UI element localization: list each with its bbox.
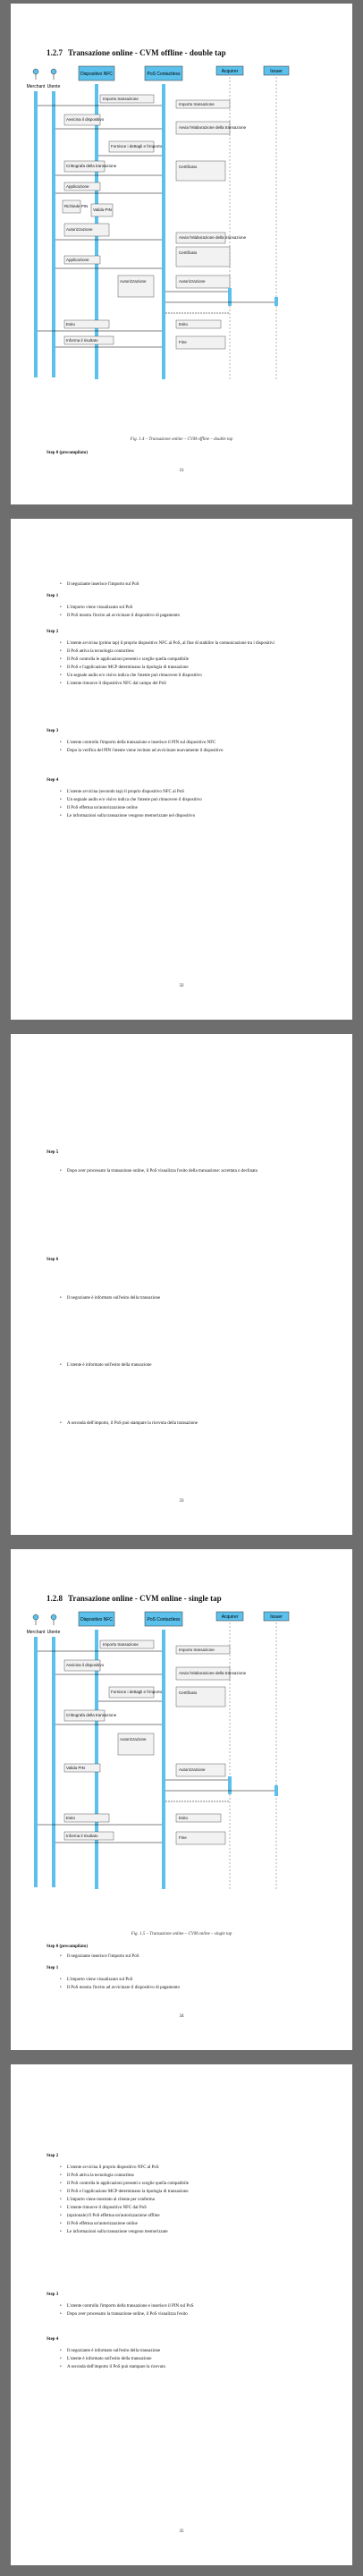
svg-text:Autorizzazione: Autorizzazione (120, 1737, 147, 1741)
figure-caption: Fig. 1.5 – Transazione online – CVM online – single tap (131, 1932, 232, 1936)
participant-label: Dispositivo NFC (80, 72, 113, 77)
list-item: • L'utente avvicina il proprio dispositivo NFC al PoS (60, 2165, 319, 2171)
list-item: • L'utente avvicina (primo tap) il proprio dispositivo NFC al PoS, al fine di stabilire la comunicazione tra i dispositivi (60, 640, 319, 647)
figure-caption: Fig. 1.4 – Transazione online – CVM offline – double tap (130, 437, 233, 442)
svg-text:Certificato: Certificato (179, 250, 198, 255)
participant-label: Issuer (270, 1614, 283, 1620)
list-item: • L'importo viene visualizzato sul PoS (60, 605, 319, 611)
svg-text:Avvicina il dispositivo: Avvicina il dispositivo (66, 1663, 105, 1667)
svg-text:Autorizzazione: Autorizzazione (66, 227, 93, 232)
bullet-list (60, 1295, 319, 1303)
bullet-list (60, 1420, 319, 1428)
svg-text:Fine: Fine (179, 340, 187, 344)
step-label: Step 3 (46, 729, 59, 733)
page-number: 35 (179, 2529, 184, 2534)
svg-text:Valida PIN: Valida PIN (66, 1766, 85, 1770)
svg-text:Avvicina il dispositivo: Avvicina il dispositivo (66, 117, 105, 122)
bullet-list (60, 640, 319, 689)
list-item: • Il PoS mostra l'invito ad avvicinare il dispositivo di pagamento (60, 613, 319, 619)
sequence-diagram-1 (11, 57, 352, 433)
list-item: • (opzionale) Il PoS effettua un'autorizzazione offline (60, 2213, 319, 2219)
svg-text:Fornisce i dettagli e l'import: Fornisce i dettagli e l'importo (111, 1690, 163, 1694)
list-item: • Il PoS effettua un'autorizzazione online (60, 805, 319, 811)
page-2 (11, 519, 352, 1020)
list-item: • L'utente è informato sull'esito della transazione (60, 2356, 319, 2362)
page-3 (11, 1034, 352, 1535)
page-4 (11, 1549, 352, 2050)
bullet-list (60, 2303, 319, 2319)
page-number: 31 (179, 469, 184, 473)
svg-text:Esito: Esito (66, 1816, 76, 1820)
list-item: • Il negoziante è informato sull'esito della transazione (60, 2348, 319, 2354)
bullet-list (60, 1362, 319, 1370)
svg-text:Applicazione: Applicazione (66, 258, 89, 262)
step-label: Step 0 (precompilato) (46, 451, 89, 455)
svg-text:Autorizzazione: Autorizzazione (179, 1767, 206, 1772)
list-item: • L'utente rimuove il dispositivo NFC dal PoS (60, 2205, 319, 2211)
list-item: • Il PoS mostra l'invito ad avvicinare il dispositivo di pagamento (60, 1985, 319, 1991)
participant-label: PoS Contactless (147, 72, 181, 77)
list-item: • Il negoziante è informato sull'esito della transazione (60, 1295, 319, 1301)
participant-label: Acquirer (221, 69, 239, 74)
page-number: 32 (179, 984, 184, 988)
svg-text:Autorizzazione: Autorizzazione (120, 279, 147, 284)
bullet-list (60, 1168, 319, 1176)
participant-label: Utente (46, 84, 61, 89)
participant-label: Acquirer (221, 1614, 239, 1620)
participant-label: Issuer (270, 69, 283, 74)
participant-label: Dispositivo NFC (80, 1617, 113, 1623)
svg-text:Fornisce i dettagli e l'import: Fornisce i dettagli e l'importo (111, 144, 163, 148)
list-item: • L'utente controlla l'importo della transazione e inserisce il PIN sul PoS (60, 2303, 319, 2309)
bullet-list (60, 581, 319, 589)
svg-text:Certificato: Certificato (179, 165, 198, 169)
list-item: • L'utente controlla l'importo della transazione e inserisce il PIN sul dispositivo NFC (60, 740, 319, 746)
list-item: • L'importo viene visualizzato sul PoS (60, 1977, 319, 1983)
step-label: Step 4 (46, 778, 59, 783)
step-label: Step 3 (46, 2292, 59, 2297)
svg-text:Informa il risultato: Informa il risultato (66, 1834, 98, 1838)
list-item: • Un segnale audio e/o visivo indica che l'utente può rimuovere il dispositivo (60, 673, 319, 679)
list-item: • L'importo viene mostrato al cliente per conferma (60, 2197, 319, 2203)
bullet-list (60, 789, 319, 821)
section-heading: 1.2.7 Transazione online - CVM offline - double tap (46, 48, 226, 57)
list-item: • A seconda dell'importo il PoS può stampare la ricevuta (60, 2364, 319, 2370)
svg-text:Crittografa della transazione: Crittografa della transazione (66, 164, 117, 168)
participant-label: PoS Contactless (147, 1617, 181, 1623)
svg-text:Certificato: Certificato (179, 1690, 198, 1695)
svg-text:Valida PIN: Valida PIN (93, 208, 112, 212)
step-label: Step 1 (46, 594, 59, 598)
page-number: 34 (179, 2014, 184, 2019)
svg-text:Fine: Fine (179, 1835, 187, 1840)
list-item: • Il PoS controlla le applicazioni presenti e sceglie quella compatibile (60, 657, 319, 663)
list-item: • Le informazioni sulla transazione vengono memorizzate (60, 2229, 319, 2235)
page-1 (11, 4, 352, 504)
list-item: • Dopo aver processato la transazione online, il PoS visualizza l'esito della transazione: accettata o declinata (60, 1168, 319, 1174)
step-label: Step 2 (46, 630, 59, 634)
participant-merchant (27, 69, 46, 89)
step-label: Step 6 (46, 1258, 59, 1262)
svg-text:Autorizzazione: Autorizzazione (179, 279, 206, 284)
bullet-list (60, 2348, 319, 2372)
page-5 (11, 2064, 352, 2565)
bullet-list (60, 740, 319, 756)
bullet-list (60, 1953, 319, 1962)
list-item: • A seconda dell'importo, il PoS può stampare la ricevuta della transazione (60, 1420, 319, 1427)
svg-text:Avvia l'elaborazione della tra: Avvia l'elaborazione della transazione (179, 235, 247, 240)
bullet-list (60, 1977, 319, 1993)
step-label: Step 5 (46, 1150, 59, 1155)
page-number: 33 (179, 1499, 184, 1504)
sequence-diagram-2 (11, 1603, 352, 1925)
list-item: • Il PoS attiva la tecnologia contactless (60, 2173, 319, 2179)
step-label: Step 4 (46, 2337, 59, 2342)
bullet-list (60, 2165, 319, 2237)
list-item: • Il negoziante inserisce l'importo sul PoS (60, 1953, 319, 1960)
svg-text:Applicazione: Applicazione (66, 184, 89, 189)
participant-label: Merchant (26, 84, 46, 89)
list-item: • Le informazioni sulla transazione vengono memorizzate nel dispositivo (60, 813, 319, 819)
svg-text:Esito: Esito (179, 1816, 189, 1820)
list-item: • Il PoS e l'applicazione MCP determinano la tipologia di transazione (60, 665, 319, 671)
svg-text:Informa il risultato: Informa il risultato (66, 338, 98, 343)
list-item: • Il PoS controlla le applicazioni presenti e sceglie quella compatibile (60, 2181, 319, 2187)
step-label: Step 2 (46, 2154, 59, 2158)
step-label: Step 0 (precompilato) (46, 1945, 89, 1949)
section-heading: 1.2.8 Transazione online - CVM online - single tap (46, 1594, 222, 1603)
svg-text:Importo transazione: Importo transazione (179, 1648, 215, 1652)
list-item: • Il PoS e l'applicazione MCP determinano la tipologia di transazione (60, 2189, 319, 2195)
list-item: • Il PoS effettua un'autorizzazione online (60, 2221, 319, 2227)
list-item: • Dopo la verifica del PIN l'utente viene invitato ad avvicinare nuovamente il dispositivo (60, 748, 319, 754)
list-item: • Un segnale audio e/o visivo indica che l'utente può rimuovere il dispositivo (60, 797, 319, 803)
list-item: • Il negoziante inserisce l'importo sul PoS (60, 581, 319, 588)
participant-label: Merchant (26, 1630, 46, 1635)
svg-text:Importo transazione: Importo transazione (103, 1642, 139, 1647)
svg-text:Esito: Esito (66, 322, 76, 326)
list-item: • Il PoS attiva la tecnologia contactless (60, 648, 319, 655)
svg-text:Avvia l'elaborazione della tra: Avvia l'elaborazione della transazione (179, 125, 247, 130)
list-item: • Dopo aver processato la transazione online, il PoS visualizza l'esito (60, 2311, 319, 2318)
list-item: • L'utente avvicina (secondo tap) il proprio dispositivo NFC al PoS (60, 789, 319, 795)
svg-text:Esito: Esito (179, 322, 189, 326)
svg-text:Crittografa della transazione: Crittografa della transazione (66, 1713, 117, 1717)
list-item: • L'utente rimuove il dispositivo NFC dal campo del PoS (60, 681, 319, 687)
participant-utente (47, 69, 61, 89)
svg-text:Importo transazione: Importo transazione (103, 97, 139, 101)
list-item: • L'utente è informato sull'esito della transazione (60, 1362, 319, 1368)
participant-label: Utente (46, 1630, 61, 1635)
svg-text:Avvia l'elaborazione della tra: Avvia l'elaborazione della transazione (179, 1671, 247, 1675)
step-label: Step 1 (46, 1966, 59, 1970)
svg-text:Importo transazione: Importo transazione (179, 102, 215, 106)
svg-text:Richiede PIN: Richiede PIN (64, 204, 89, 208)
bullet-list (60, 605, 319, 621)
